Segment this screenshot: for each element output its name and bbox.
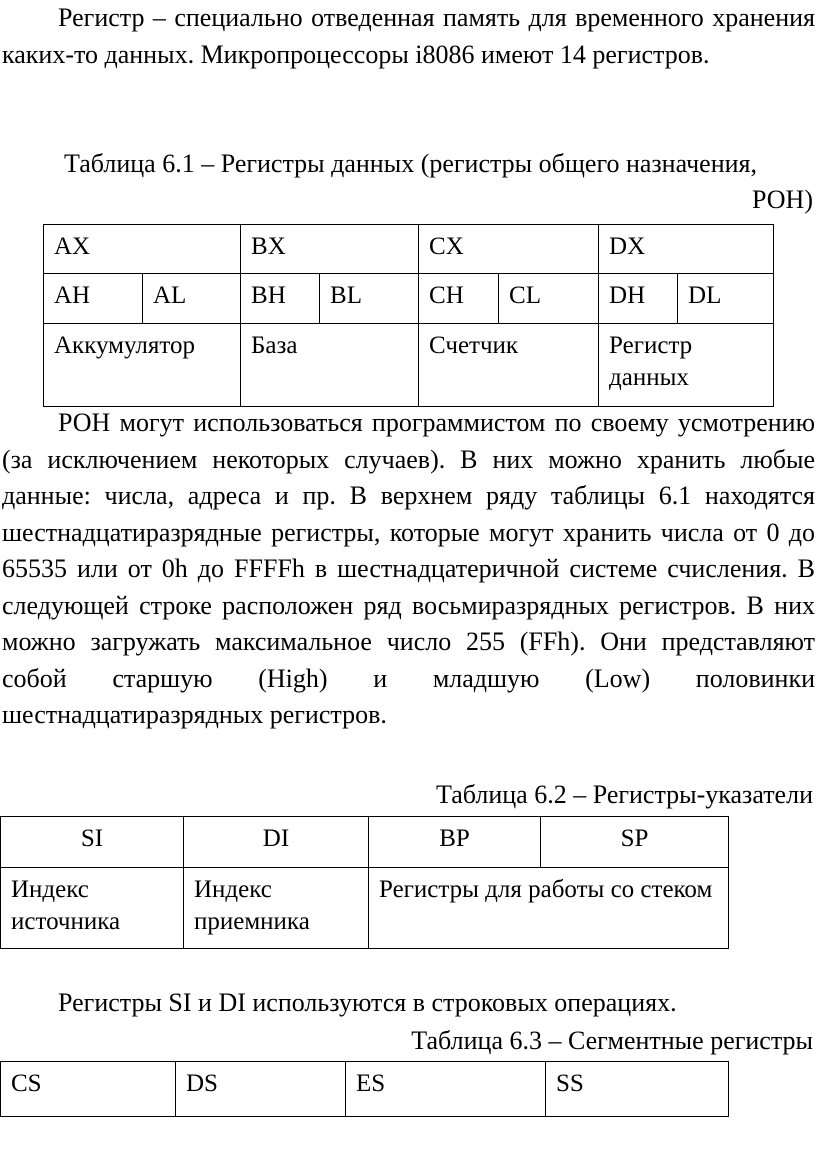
desc-destination-index: Индекс приемника (184, 868, 369, 949)
reg-cx: CX (419, 225, 599, 274)
table-row-names (1, 817, 729, 868)
purpose-counter: Счетчик (419, 324, 599, 407)
table-pointer-registers (0, 816, 729, 949)
reg-ah: AH (44, 274, 143, 324)
table1-caption-line2: РОН) (752, 185, 813, 214)
reg-si: SI (1, 817, 184, 868)
table-data-registers (43, 224, 774, 407)
reg-es: ES (346, 1062, 546, 1117)
reg-dl: DL (678, 274, 774, 324)
reg-ss: SS (546, 1062, 729, 1117)
table-row-8bit (44, 274, 774, 324)
table-row-segment-names (1, 1062, 729, 1117)
reg-bl: BL (320, 274, 419, 324)
reg-cs: CS (1, 1062, 176, 1117)
purpose-base: База (241, 324, 419, 407)
table-row-purpose (44, 324, 774, 407)
reg-dh: DH (599, 274, 678, 324)
desc-stack-registers: Регистры для работы со стеком (369, 868, 729, 949)
reg-bx: BX (241, 225, 419, 274)
purpose-accumulator: Аккумулятор (44, 324, 241, 407)
reg-di: DI (184, 817, 369, 868)
table2-caption: Таблица 6.2 – Регистры-указатели (436, 780, 813, 809)
body-paragraph-string-ops: Регистры SI и DI используются в строковых операциях. (58, 988, 677, 1017)
table-row-descriptions (1, 868, 729, 949)
reg-al: AL (143, 274, 241, 324)
body-paragraph-registers: РОН могут использоваться программистом по своему усмотрению (за исключением некоторых случаев). В них можно хранить любые данные: числа, адреса и пр. В верхнем ряду таблицы 6.1 находятся шестнадцатиразрядные регистры, которые могут хранить числа от 0 до 65535 или от 0h до FFFFh в шестнадцатеричной системе счисления. В следующей строке расположен ряд восьмиразрядных регистров. В них можно загружать максимальное число 255 (FFh). Они представляют собой старшую (High) и младшую (Low) половинки шестнадцатиразрядных регистров. (2, 408, 815, 729)
purpose-data-register: Регистр данных (599, 324, 774, 407)
table-row-16bit (44, 225, 774, 274)
reg-sp: SP (541, 817, 729, 868)
table3-caption: Таблица 6.3 – Сегментные регистры (411, 1026, 813, 1055)
reg-ax: AX (44, 225, 241, 274)
reg-cl: CL (499, 274, 599, 324)
reg-ch: CH (419, 274, 499, 324)
reg-ds: DS (176, 1062, 346, 1117)
reg-dx: DX (599, 225, 774, 274)
reg-bp: BP (369, 817, 541, 868)
table-segment-registers (0, 1061, 729, 1117)
reg-bh: BH (241, 274, 320, 324)
table1-caption-line1: Таблица 6.1 – Регистры данных (регистры общего назначения, (64, 149, 757, 178)
intro-paragraph: Регистр – специально отведенная память для временного хранения каких-то данных. Микропроцессоры i8086 имеют 14 регистров. (2, 3, 815, 69)
desc-source-index: Индекс источника (1, 868, 184, 949)
